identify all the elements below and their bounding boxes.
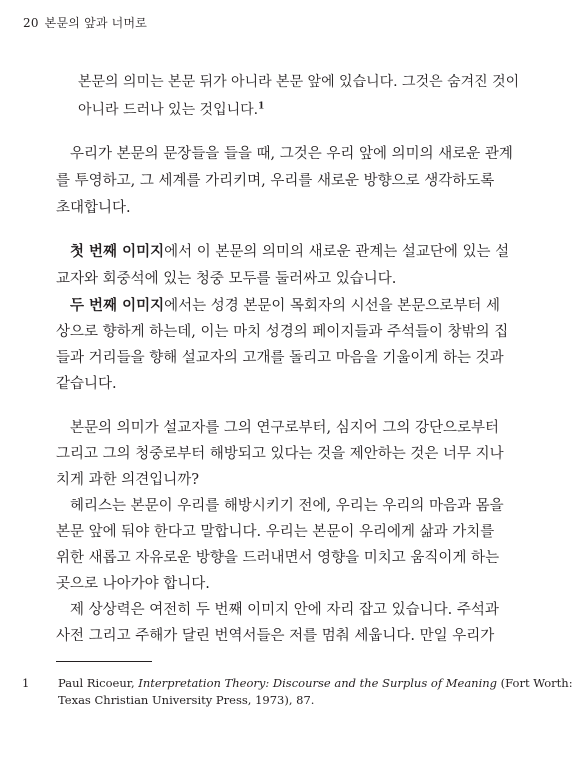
running-head	[23, 16, 147, 30]
quote-line-2-text: 아니라 드러나 있는 것입니다.	[78, 102, 259, 118]
footnote-title: Interpretation Theory: Discourse and the Surplus of Meaning	[138, 676, 498, 690]
paragraph3-line-7: 곳으로 나아가야 합니다.	[56, 576, 210, 592]
paragraph2-line-4: 상으로 향하게 하는데, 이는 마치 성경의 페이지들과 주석들이 창밖의 집	[56, 324, 509, 340]
running-head-title: 본문의 앞과 너머로	[44, 16, 148, 30]
quote-line-1: 본문의 의미는 본문 뒤가 아니라 본문 앞에 있습니다. 그것은 숨겨진 것이	[78, 74, 520, 90]
second-image-label: 두 번째 이미지	[70, 297, 165, 314]
first-image-label: 첫 번째 이미지	[70, 243, 165, 260]
paragraph2-line-3	[70, 297, 500, 315]
paragraph3-line-6: 위한 새롭고 자유로운 방향을 드러내면서 영향을 미치고 움직이게 하는	[56, 550, 500, 566]
paragraph3-line-2: 그리고 그의 청중로부터 해방되고 있다는 것을 제안하는 것은 너무 지나	[56, 446, 504, 462]
paragraph3-line-9: 사전 그리고 주해가 달린 번역서들은 저를 멈춰 세웁니다. 만일 우리가	[56, 628, 495, 644]
paragraph3-line-4: 헤리스는 본문이 우리를 해방시키기 전에, 우리는 우리의 마음과 몸을	[70, 498, 504, 514]
paragraph2-line-2: 교자와 회중석에 있는 청중 모두를 둘러싸고 있습니다.	[56, 271, 397, 287]
paragraph3-line-3: 치게 과한 의견입니까?	[56, 472, 200, 488]
footnote-number: 1	[22, 676, 30, 690]
paragraph1-line-3: 초대합니다.	[56, 200, 131, 216]
paragraph2-line-6: 같습니다.	[56, 376, 117, 392]
paragraph1-line-2: 를 투영하고, 그 세계를 가리키며, 우리를 새로운 방향으로 생각하도록	[56, 173, 495, 189]
paragraph2-line-3-rest: 에서는 성경 본문이 목회자의 시선을 본문으로부터 세	[164, 298, 500, 314]
quote-line-2	[78, 101, 264, 119]
footnote-author: Paul Ricoeur,	[58, 676, 139, 690]
footnote-line-1	[58, 676, 573, 690]
paragraph3-line-8: 제 상상력은 여전히 두 번째 이미지 안에 자리 잡고 있습니다. 주석과	[70, 602, 499, 618]
footnote-line-2: Texas Christian University Press, 1973), 87.	[58, 693, 315, 707]
paragraph2-line-1	[70, 243, 509, 261]
footnote-divider	[56, 661, 152, 662]
paragraph3-line-1: 본문의 의미가 설교자를 그의 연구로부터, 심지어 그의 강단으로부터	[70, 420, 500, 436]
paragraph2-line-1-rest: 에서 이 본문의 의미의 새로운 관계는 설교단에 있는 설	[164, 244, 510, 260]
page-number: 20	[23, 16, 39, 30]
paragraph2-line-5: 들과 거리들을 향해 설교자의 고개를 돌리고 마음을 기울이게 하는 것과	[56, 350, 504, 366]
footnote-reference: 1	[258, 101, 265, 112]
paragraph1-line-1: 우리가 본문의 문장들을 들을 때, 그것은 우리 앞에 의미의 새로운 관계	[70, 146, 513, 162]
paragraph3-line-5: 본문 앞에 둬야 한다고 말합니다. 우리는 본문이 우리에게 삶과 가치를	[56, 524, 495, 540]
footnote-publisher-part1: (Fort Worth:	[497, 676, 573, 690]
